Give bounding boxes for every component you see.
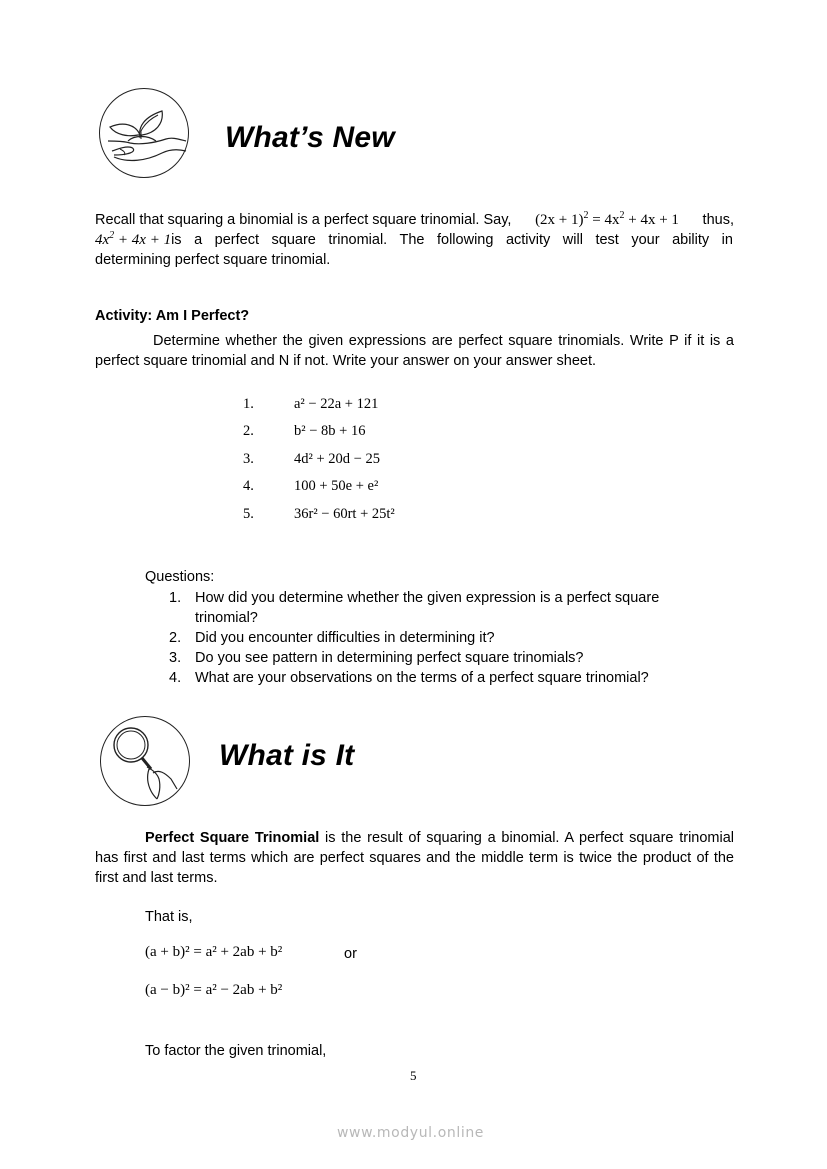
intro-line-3: determining perfect square trinomial.: [95, 252, 331, 268]
definition-term: Perfect Square Trinomial: [145, 830, 320, 846]
math-equals: = 4x: [588, 212, 620, 228]
hand-with-seedling-icon-drawing: [100, 89, 187, 176]
question-text: Do you see pattern in determining perfect square trinomials?: [195, 650, 584, 666]
activity-item-expression: 100 + 50e + e²: [294, 478, 379, 494]
definition-paragraph: [95, 828, 734, 888]
questions-label: Questions:: [145, 569, 215, 585]
activity-item-expression: 4d² + 20d − 25: [294, 451, 380, 467]
section-title-whats-new: What’s New: [225, 121, 395, 154]
activity-item-number: 2.: [243, 423, 254, 439]
math-exponent: 2: [619, 210, 625, 221]
activity-item-number: 4.: [243, 478, 254, 494]
math-exponent: 2: [583, 210, 589, 221]
question-number: 4.: [169, 670, 182, 686]
intro-math-1: [535, 210, 679, 230]
question-text: How did you determine whether the given expression is a perfect square trinomial?: [195, 590, 660, 626]
magnifying-glass-hand-icon: [100, 716, 190, 806]
activity-title: Activity: Am I Perfect?: [95, 308, 250, 324]
intro-paragraph: [95, 210, 734, 270]
activity-item-number: 3.: [243, 451, 254, 467]
math-exponent: 2: [109, 230, 115, 241]
intro-text-2: thus,: [702, 212, 734, 228]
math-term: + 4x + 1: [114, 232, 172, 248]
question-text: Did you encounter difficulties in determining it?: [195, 630, 495, 646]
activity-item-expression: 36r² − 60rt + 25t²: [294, 506, 395, 522]
definition-text: is the result of squaring a binomial. A perfect square trinomial has first and last terms which are perfect squares and the middle term is twice the product of the first and last terms.: [95, 830, 735, 886]
formula-sum-square: (a + b)² = a² + 2ab + b²: [145, 944, 283, 960]
question-text: What are your observations on the terms of a perfect square trinomial?: [195, 670, 649, 686]
page-number: 5: [410, 1068, 417, 1083]
section-title-what-is-it: What is It: [219, 739, 355, 772]
intro-math-2: [95, 230, 171, 250]
math-term: 4x: [95, 232, 110, 248]
activity-item-expression: a² − 22a + 121: [294, 396, 379, 412]
intro-line-1: [95, 210, 734, 230]
formula-difference-square: (a − b)² = a² − 2ab + b²: [145, 982, 283, 998]
intro-text-1: Recall that squaring a binomial is a perfect square trinomial. Say,: [95, 212, 512, 228]
hand-with-seedling-icon: [99, 88, 189, 178]
math-binomial: (2x + 1): [535, 212, 584, 228]
question-number: 2.: [169, 630, 182, 646]
activity-item-number: 1.: [243, 396, 254, 412]
to-factor-text: To factor the given trinomial,: [145, 1043, 327, 1059]
that-is-label: That is,: [145, 909, 193, 925]
intro-text-3: is a perfect square trinomial. The following activity will test your ability in: [171, 232, 733, 248]
intro-line-2: [95, 230, 734, 250]
watermark: www.modyul.online: [337, 1125, 485, 1141]
activity-item-expression: b² − 8b + 16: [294, 423, 366, 439]
question-number: 3.: [169, 650, 182, 666]
activity-instructions: Determine whether the given expressions are perfect square trinomials. Write P if it is a perfect square trinomial and N if not. Write your answer on your answer sheet.: [95, 333, 734, 369]
or-label: or: [344, 946, 357, 962]
magnifying-glass-hand-icon-drawing: [101, 717, 188, 804]
activity-item-number: 5.: [243, 506, 254, 522]
question-number: 1.: [169, 590, 182, 606]
math-rest: + 4x + 1: [624, 212, 679, 228]
